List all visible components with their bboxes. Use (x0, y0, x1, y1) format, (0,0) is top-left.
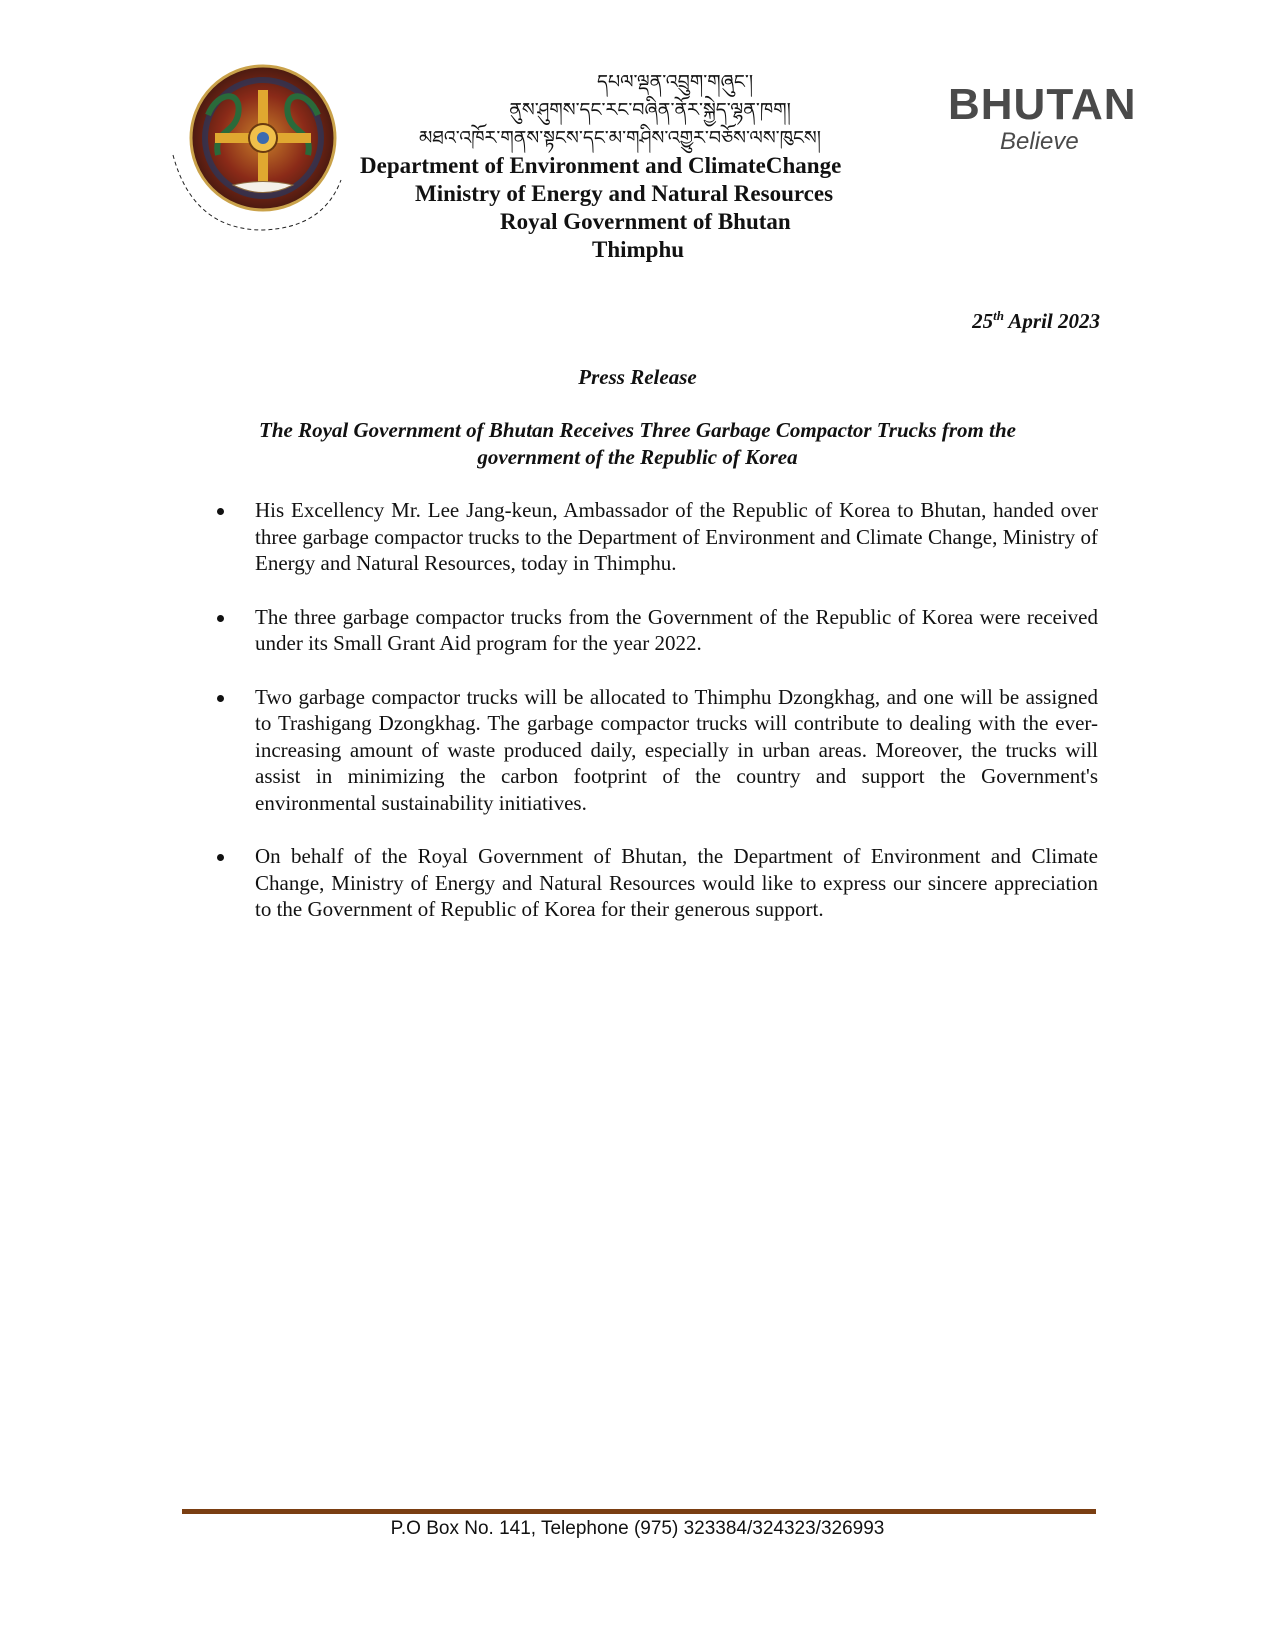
footer-contact: P.O Box No. 141, Telephone (975) 323384/324323/326993 (390, 1518, 885, 1539)
bullet-list (212, 497, 1098, 950)
dzongkha-title-line-2: ནུས་ཤུགས་དང་རང་བཞིན་ནོར་སྐྱེད་ལྷན་ཁག། (509, 99, 791, 121)
city-name: Thimphu (592, 237, 685, 262)
brand-name: BHUTAN (948, 80, 1137, 129)
bullet-icon (217, 695, 224, 702)
bhutan-believe-logo (948, 82, 1148, 156)
document-type: Press Release (578, 365, 697, 389)
headline-line-1: The Royal Government of Bhutan Receives Three Garbage Compactor Trucks from the (259, 418, 1016, 442)
ministry-name: Ministry of Energy and Natural Resources (415, 181, 834, 206)
footer-divider (182, 1509, 1096, 1514)
bullet-text: The three garbage compactor trucks from the Government of the Republic of Korea were received under its Small Grant Aid program for the year 2022. (255, 604, 1098, 655)
dzongkha-title-line-1: དཔལ་ལྡན་འབྲུག་གཞུང་། (596, 71, 754, 93)
bullet-icon (217, 854, 224, 861)
dzongkha-title-line-3: མཐའ་འཁོར་གནས་སྟངས་དང་མ་གཤིས་འགྱུར་བཅོས་ལས་ཁུངས། (419, 127, 821, 149)
bullet-text: On behalf of the Royal Government of Bhutan, the Department of Environment and Climate Change, Ministry of Energy and Natural Resources would like to express our sincere appreciation to the Government of Republic of Korea for their generous support. (255, 844, 1098, 921)
bullet-icon (217, 615, 224, 622)
list-item (212, 604, 1098, 657)
date-suffix: th (993, 308, 1004, 323)
department-name: Department of Environment and ClimateChange (360, 153, 842, 178)
government-name: Royal Government of Bhutan (500, 209, 791, 234)
bullet-icon (217, 508, 224, 515)
brand-tagline: Believe (1000, 128, 1079, 155)
headline-line-2: government of the Republic of Korea (477, 445, 798, 469)
date-rest: April 2023 (1003, 309, 1100, 333)
date-day: 25 (972, 309, 994, 333)
list-item (212, 497, 1098, 577)
bullet-text: Two garbage compactor trucks will be allocated to Thimphu Dzongkhag, and one will be assigned to Trashigang Dzongkhag. The garbage compactor trucks will contribute to dealing with the ever-increasing amount of waste produced daily, especially in urban areas. Moreover, the trucks will assist in minimizing the carbon footprint of the country and support the Government's environmental sustainability initiatives. (255, 684, 1098, 815)
release-date (972, 308, 1100, 334)
headline (210, 417, 1065, 471)
royal-emblem-icon (163, 60, 353, 235)
list-item (212, 843, 1098, 923)
bullet-text: His Excellency Mr. Lee Jang-keun, Ambassador of the Republic of Korea to Bhutan, handed over three garbage compactor trucks to the Department of Environment and Climate Change, Ministry of Energy and Natural Resources, today in Thimphu. (255, 498, 1098, 575)
list-item (212, 684, 1098, 817)
letterhead (360, 68, 880, 264)
